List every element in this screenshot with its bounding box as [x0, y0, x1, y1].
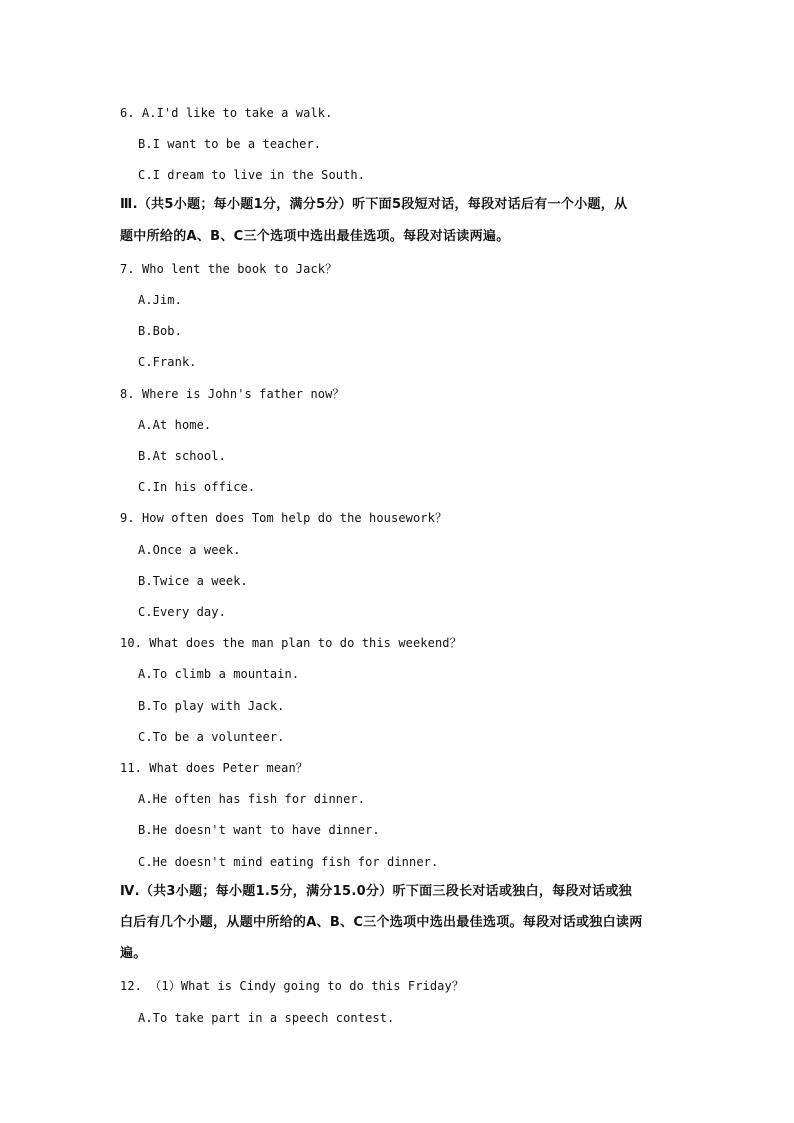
question-6-option-c: C.I dream to live in the South.: [138, 168, 366, 182]
question-10-option-a: A.To climb a mountain.: [138, 667, 300, 681]
question-9-option-b: B.Twice a week.: [138, 574, 248, 588]
question-9: 9. How often does Tom help do the housework？: [120, 511, 448, 525]
question-12-part-1: 12. （1）What is Cindy going to do this Friday？: [120, 979, 464, 993]
section-4-instructions-line-1: Ⅳ.（共3小题；每小题1.5分，满分15.0分）听下面三段长对话或独白，每段对话或独: [120, 884, 632, 899]
question-7-option-a: A.Jim.: [138, 293, 182, 307]
question-8-option-a: A.At home.: [138, 418, 212, 432]
question-12-option-a: A.To take part in a speech contest.: [138, 1011, 395, 1025]
question-8-option-b: B.At school.: [138, 449, 226, 463]
question-11-option-b: B.He doesn't want to have dinner.: [138, 823, 380, 837]
question-6-option-a: 6. A.I'd like to take a walk.: [120, 106, 333, 120]
question-6-option-b: B.I want to be a teacher.: [138, 137, 322, 151]
section-3-instructions-line-1: Ⅲ.（共5小题；每小题1分，满分5分）听下面5段短对话，每段对话后有一个小题，从: [120, 197, 628, 212]
question-11-option-c: C.He doesn't mind eating fish for dinner.: [138, 855, 439, 869]
question-8: 8. Where is John's father now？: [120, 387, 345, 401]
section-3-instructions-line-2: 题中所给的A、B、C三个选项中选出最佳选项。每段对话读两遍。: [120, 229, 510, 244]
question-9-option-a: A.Once a week.: [138, 543, 241, 557]
section-4-instructions-line-2: 白后有几个小题，从题中所给的A、B、C三个选项中选出最佳选项。每段对话或独白读两: [120, 915, 643, 930]
question-7-option-c: C.Frank.: [138, 355, 197, 369]
question-11: 11. What does Peter mean？: [120, 761, 308, 775]
question-8-option-c: C.In his office.: [138, 480, 256, 494]
question-11-option-a: A.He often has fish for dinner.: [138, 792, 366, 806]
section-4-instructions-line-3: 遍。: [120, 946, 147, 961]
question-10: 10. What does the man plan to do this weekend？: [120, 636, 462, 650]
question-10-option-b: B.To play with Jack.: [138, 699, 285, 713]
question-7: 7. Who lent the book to Jack？: [120, 262, 338, 276]
question-7-option-b: B.Bob.: [138, 324, 182, 338]
question-10-option-c: C.To be a volunteer.: [138, 730, 285, 744]
question-9-option-c: C.Every day.: [138, 605, 226, 619]
